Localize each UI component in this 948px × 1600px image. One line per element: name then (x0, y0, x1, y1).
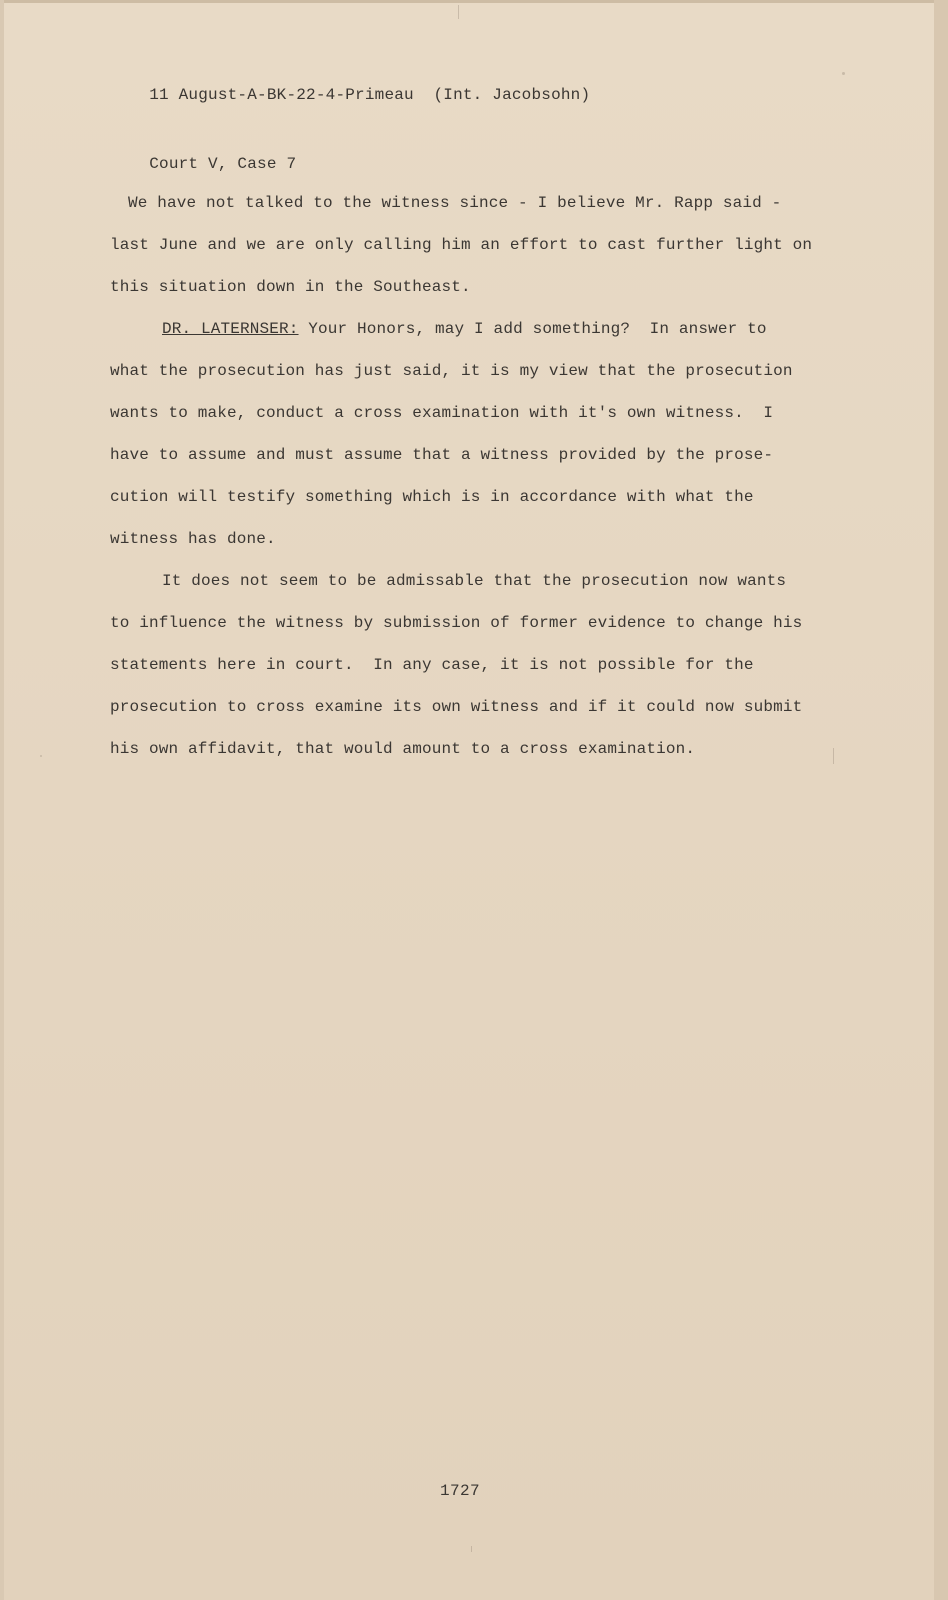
paragraph-line: what the prosecution has just said, it is my view that the prosecution (110, 362, 793, 380)
paragraph-line: prosecution to cross examine its own witness and if it could now submit (110, 698, 803, 716)
paragraph-1 (110, 182, 850, 308)
paragraph-line: We have not talked to the witness since - I believe Mr. Rapp said - (128, 194, 782, 212)
page-top-edge (0, 0, 948, 3)
paragraph-line: witness has done. (110, 530, 276, 548)
header-line-2: Court V, Case 7 (149, 155, 297, 173)
paragraph-line: this situation down in the Southeast. (110, 278, 471, 296)
paper-speck (842, 72, 845, 75)
page-number: 1727 (439, 1482, 480, 1500)
paragraph-line: wants to make, conduct a cross examination with it's own witness. I (110, 404, 774, 422)
paragraph-line: to influence the witness by submission of former evidence to change his (110, 614, 803, 632)
speaker-line (110, 308, 850, 350)
paragraph-line: cution will testify something which is in accordance with what the (110, 488, 754, 506)
paragraph-line: his own affidavit, that would amount to a cross examination. (110, 740, 696, 758)
paragraph-line: It does not seem to be admissable that the prosecution now wants (162, 572, 787, 590)
paper-speck (458, 5, 459, 19)
paragraph-line: statements here in court. In any case, it is not possible for the (110, 656, 754, 674)
paper-speck (833, 748, 834, 764)
paragraph-line: Your Honors, may I add something? In answer to (298, 320, 767, 338)
paper-speck (471, 1546, 472, 1552)
speaker-label: DR. LATERNSER: (162, 320, 299, 338)
page-left-edge (0, 0, 4, 1600)
paper-speck (40, 755, 42, 757)
paragraph-line: have to assume and must assume that a witness provided by the prose- (110, 446, 774, 464)
document-body (110, 182, 850, 770)
paragraph-line: last June and we are only calling him an effort to cast further light on (110, 236, 813, 254)
document-header (110, 61, 590, 199)
paragraph-2 (110, 308, 850, 560)
paragraph-3 (110, 560, 850, 770)
header-line-1: 11 August-A-BK-22-4-Primeau (Int. Jacobsohn) (149, 86, 591, 104)
